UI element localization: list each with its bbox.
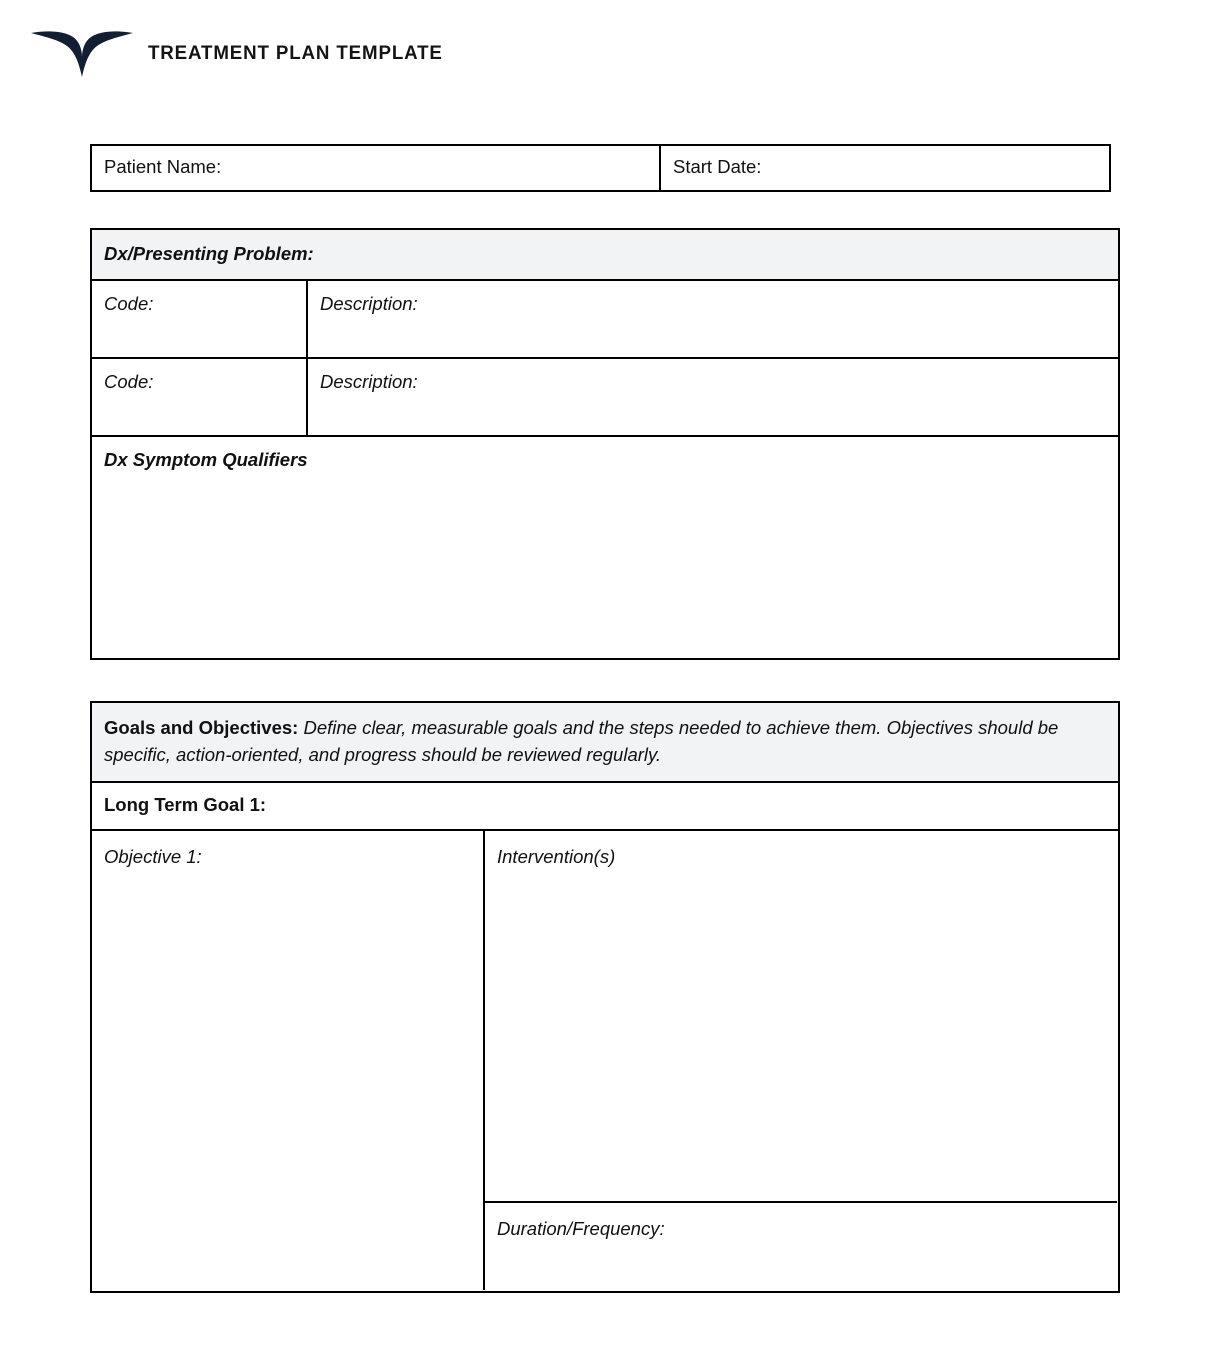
goals-header-description: Define clear, measurable goals and the steps needed to achieve them. Objectives should be specific, action-oriented, and progress should be reviewed regularly.: [104, 717, 1059, 765]
dx-code-label: Code:: [104, 293, 154, 314]
table-row: [92, 357, 1118, 435]
goals-header-cell: [92, 703, 1118, 781]
objective-intervention-row: [92, 829, 1118, 1290]
interventions-field[interactable]: [485, 831, 1117, 1201]
table-row: [92, 279, 1118, 357]
dx-description-label: Description:: [320, 371, 418, 392]
patient-name-label: Patient Name:: [104, 156, 222, 178]
duration-frequency-label: Duration/Frequency:: [497, 1218, 665, 1240]
goals-header-text: [104, 715, 1104, 769]
dx-code-field-2[interactable]: [92, 359, 306, 435]
document-header: [30, 24, 455, 82]
long-term-goal-row: [92, 781, 1118, 829]
dx-code-label: Code:: [104, 371, 154, 392]
goals-header-row: [92, 703, 1118, 781]
objective-1-label: Objective 1:: [104, 846, 202, 867]
dx-code-field-1[interactable]: [92, 281, 306, 357]
wing-logo-icon: [30, 27, 134, 79]
intervention-column: [483, 831, 1117, 1290]
dx-header-cell: [92, 230, 1118, 279]
table-row: [92, 435, 1118, 652]
interventions-label: Intervention(s): [497, 846, 616, 867]
goals-and-objectives-table: [90, 701, 1120, 1293]
dx-description-label: Description:: [320, 293, 418, 314]
patient-info-table: [90, 144, 1111, 192]
dx-description-field-2[interactable]: [306, 359, 1117, 435]
start-date-field[interactable]: [659, 146, 1108, 190]
long-term-goal-field[interactable]: [92, 783, 1118, 829]
table-row: [92, 146, 1109, 190]
dx-presenting-problem-table: [90, 228, 1120, 660]
objective-1-field[interactable]: [92, 831, 483, 1290]
patient-name-field[interactable]: [92, 146, 659, 190]
start-date-label: Start Date:: [673, 156, 762, 178]
dx-symptom-qualifiers-label: Dx Symptom Qualifiers: [104, 449, 308, 470]
page-title: TREATMENT PLAN TEMPLATE: [148, 41, 443, 64]
dx-description-field-1[interactable]: [306, 281, 1117, 357]
dx-header-row: [92, 230, 1118, 279]
dx-header-label: Dx/Presenting Problem:: [104, 242, 314, 264]
goals-header-title: Goals and Objectives:: [104, 717, 299, 739]
long-term-goal-label: Long Term Goal 1:: [104, 794, 267, 816]
duration-frequency-field[interactable]: [485, 1201, 1117, 1290]
dx-symptom-qualifiers-field[interactable]: [92, 437, 1118, 652]
